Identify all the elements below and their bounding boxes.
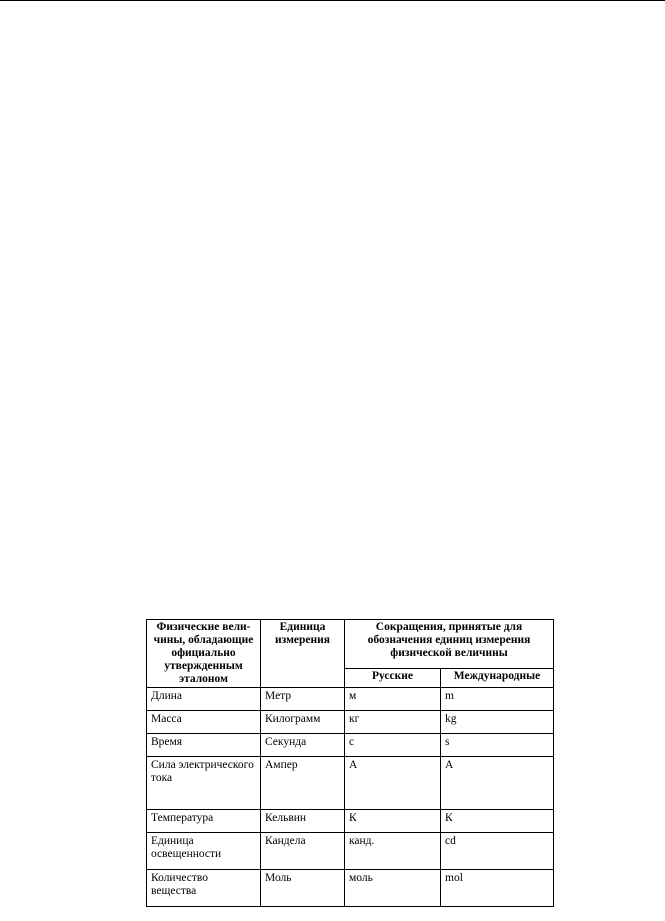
table-row <box>147 833 554 870</box>
cell-quantity: Длина <box>147 688 261 711</box>
table-row <box>147 734 554 757</box>
header-unit: Единица измерения <box>261 620 345 688</box>
cell-quantity: Сила электрического тока <box>147 757 261 810</box>
table-row <box>147 810 554 833</box>
cell-russian: кг <box>345 711 441 734</box>
cell-quantity: Температура <box>147 810 261 833</box>
cell-international: cd <box>441 833 554 870</box>
page-top-rule <box>0 0 665 1</box>
header-quantity: Физические вели-чины, обладающие официально утвержденным эталоном <box>147 620 261 688</box>
table-row <box>147 870 554 907</box>
cell-international: s <box>441 734 554 757</box>
cell-russian: А <box>345 757 441 810</box>
cell-international: mol <box>441 870 554 907</box>
cell-quantity: Единица освещенности <box>147 833 261 870</box>
cell-international: m <box>441 688 554 711</box>
table-row <box>147 688 554 711</box>
cell-russian: м <box>345 688 441 711</box>
cell-international: А <box>441 757 554 810</box>
cell-quantity: Масса <box>147 711 261 734</box>
cell-unit: Кельвин <box>261 810 345 833</box>
cell-international: kg <box>441 711 554 734</box>
header-abbreviations: Сокращения, принятые для обозначения единиц измерения физической величины <box>345 620 554 669</box>
cell-unit: Секунда <box>261 734 345 757</box>
cell-russian: моль <box>345 870 441 907</box>
header-international: Международные <box>441 669 554 688</box>
cell-unit: Метр <box>261 688 345 711</box>
cell-unit: Моль <box>261 870 345 907</box>
table-row <box>147 757 554 810</box>
cell-quantity: Количество вещества <box>147 870 261 907</box>
cell-international: К <box>441 810 554 833</box>
units-table <box>146 619 554 907</box>
header-russian: Русские <box>345 669 441 688</box>
cell-unit: Кандела <box>261 833 345 870</box>
cell-russian: К <box>345 810 441 833</box>
table-row <box>147 711 554 734</box>
cell-quantity: Время <box>147 734 261 757</box>
cell-unit: Килограмм <box>261 711 345 734</box>
cell-unit: Ампер <box>261 757 345 810</box>
cell-russian: канд. <box>345 833 441 870</box>
cell-russian: с <box>345 734 441 757</box>
